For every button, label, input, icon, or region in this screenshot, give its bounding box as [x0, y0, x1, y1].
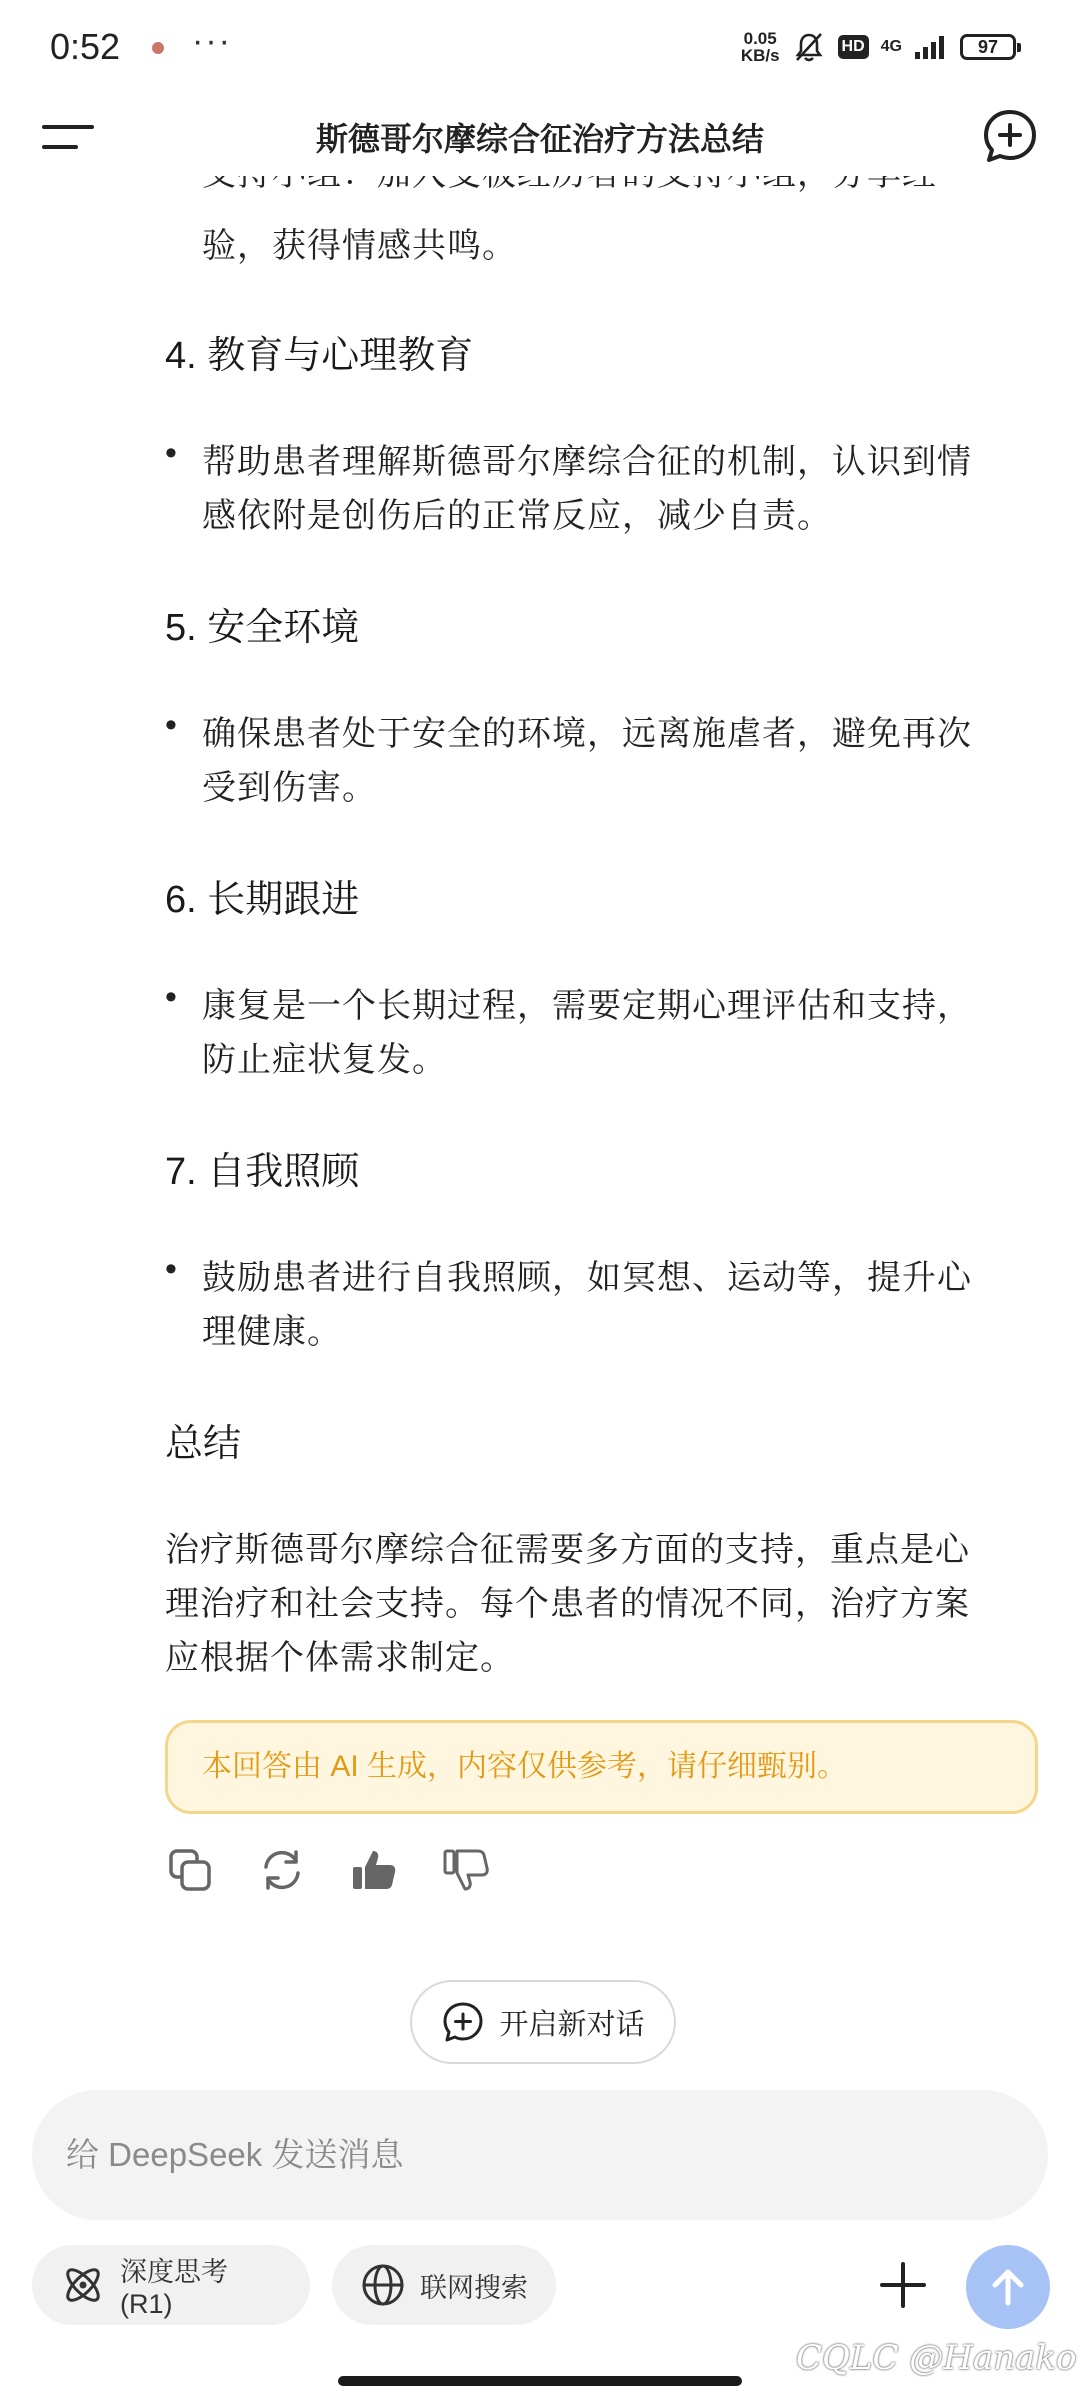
thumbs-up-icon[interactable]: [349, 1845, 399, 1895]
start-new-chat-label: 开启新对话: [499, 2008, 645, 2041]
web-search-label: 联网搜索: [420, 2272, 528, 2303]
network-speed-value: 0.05: [743, 29, 777, 48]
atom-icon: [60, 2262, 106, 2308]
response-text-line: 受到伤害。: [202, 769, 377, 807]
plus-icon[interactable]: [876, 2258, 930, 2312]
notification-dot-icon: [152, 42, 164, 54]
hd-badge: HD: [838, 35, 869, 59]
bullet-point: •: [165, 706, 177, 744]
response-text-line: 确保患者处于安全的环境，远离施虐者，避免再次: [202, 715, 972, 753]
bullet-point: •: [165, 1250, 177, 1288]
app-header: [0, 96, 1080, 176]
network-type: 4G: [880, 38, 902, 55]
status-bar: [0, 0, 1080, 96]
summary-heading: 总结: [165, 1423, 242, 1465]
network-speed: [741, 30, 780, 64]
signal-bars-icon: [914, 34, 948, 60]
response-text-line: 康复是一个长期过程，需要定期心理评估和支持，: [202, 987, 972, 1025]
globe-icon: [360, 2262, 406, 2308]
watermark: CQLC @Hanako: [796, 2338, 1077, 2378]
copy-icon[interactable]: [165, 1845, 215, 1895]
network-speed-unit: KB/s: [740, 46, 780, 65]
arrow-up-icon: [986, 2265, 1030, 2309]
summary-text-line: 理治疗和社会支持。每个患者的情况不同，治疗方案: [165, 1585, 970, 1623]
thumbs-down-icon[interactable]: [441, 1845, 491, 1895]
response-actions: [165, 1845, 491, 1895]
section-heading: 7. 自我照顾: [165, 1151, 360, 1193]
bullet-point: •: [165, 978, 177, 1016]
web-search-toggle[interactable]: [332, 2245, 556, 2325]
send-button[interactable]: [966, 2245, 1050, 2329]
response-text-line: 感依附是创伤后的正常反应，减少自责。: [202, 497, 832, 535]
deep-think-label: 深度思考 (R1): [120, 2257, 228, 2319]
bell-muted-icon: [792, 30, 826, 64]
section-heading: 6. 长期跟进: [165, 879, 360, 921]
ai-disclaimer-notice: 本回答由 AI 生成，内容仅供参考，请仔细甄别。: [165, 1720, 1038, 1814]
status-indicators: [741, 30, 1016, 64]
section-heading: 4. 教育与心理教育: [165, 335, 474, 377]
page-title: 斯德哥尔摩综合征治疗方法总结: [315, 121, 764, 157]
message-input[interactable]: 给 DeepSeek 发送消息: [32, 2090, 1048, 2220]
new-chat-icon[interactable]: [980, 106, 1040, 166]
section-heading: 5. 安全环境: [165, 607, 360, 649]
summary-text-line: 治疗斯德哥尔摩综合征需要多方面的支持，重点是心: [165, 1531, 970, 1569]
summary-text-line: 应根据个体需求制定。: [165, 1639, 515, 1677]
start-new-chat-button[interactable]: [410, 1980, 676, 2064]
response-text-line: 验，获得情感共鸣。: [202, 227, 517, 265]
response-text-line: 帮助患者理解斯德哥尔摩综合征的机制，认识到情: [202, 443, 972, 481]
home-indicator[interactable]: [338, 2376, 742, 2386]
regenerate-icon[interactable]: [257, 1845, 307, 1895]
battery-indicator: 97: [960, 34, 1016, 60]
chat-response: [0, 176, 1080, 1966]
response-text-line: 理健康。: [202, 1313, 342, 1351]
status-time: 0:52: [50, 26, 121, 67]
bullet-point: •: [165, 434, 177, 472]
status-more-icon: ···: [192, 22, 232, 60]
new-chat-icon: [441, 2000, 485, 2044]
deep-think-toggle[interactable]: [32, 2245, 310, 2325]
response-text-line: 防止症状复发。: [202, 1041, 447, 1079]
response-text-line: 鼓励患者进行自我照顾，如冥想、运动等，提升心: [202, 1259, 972, 1297]
